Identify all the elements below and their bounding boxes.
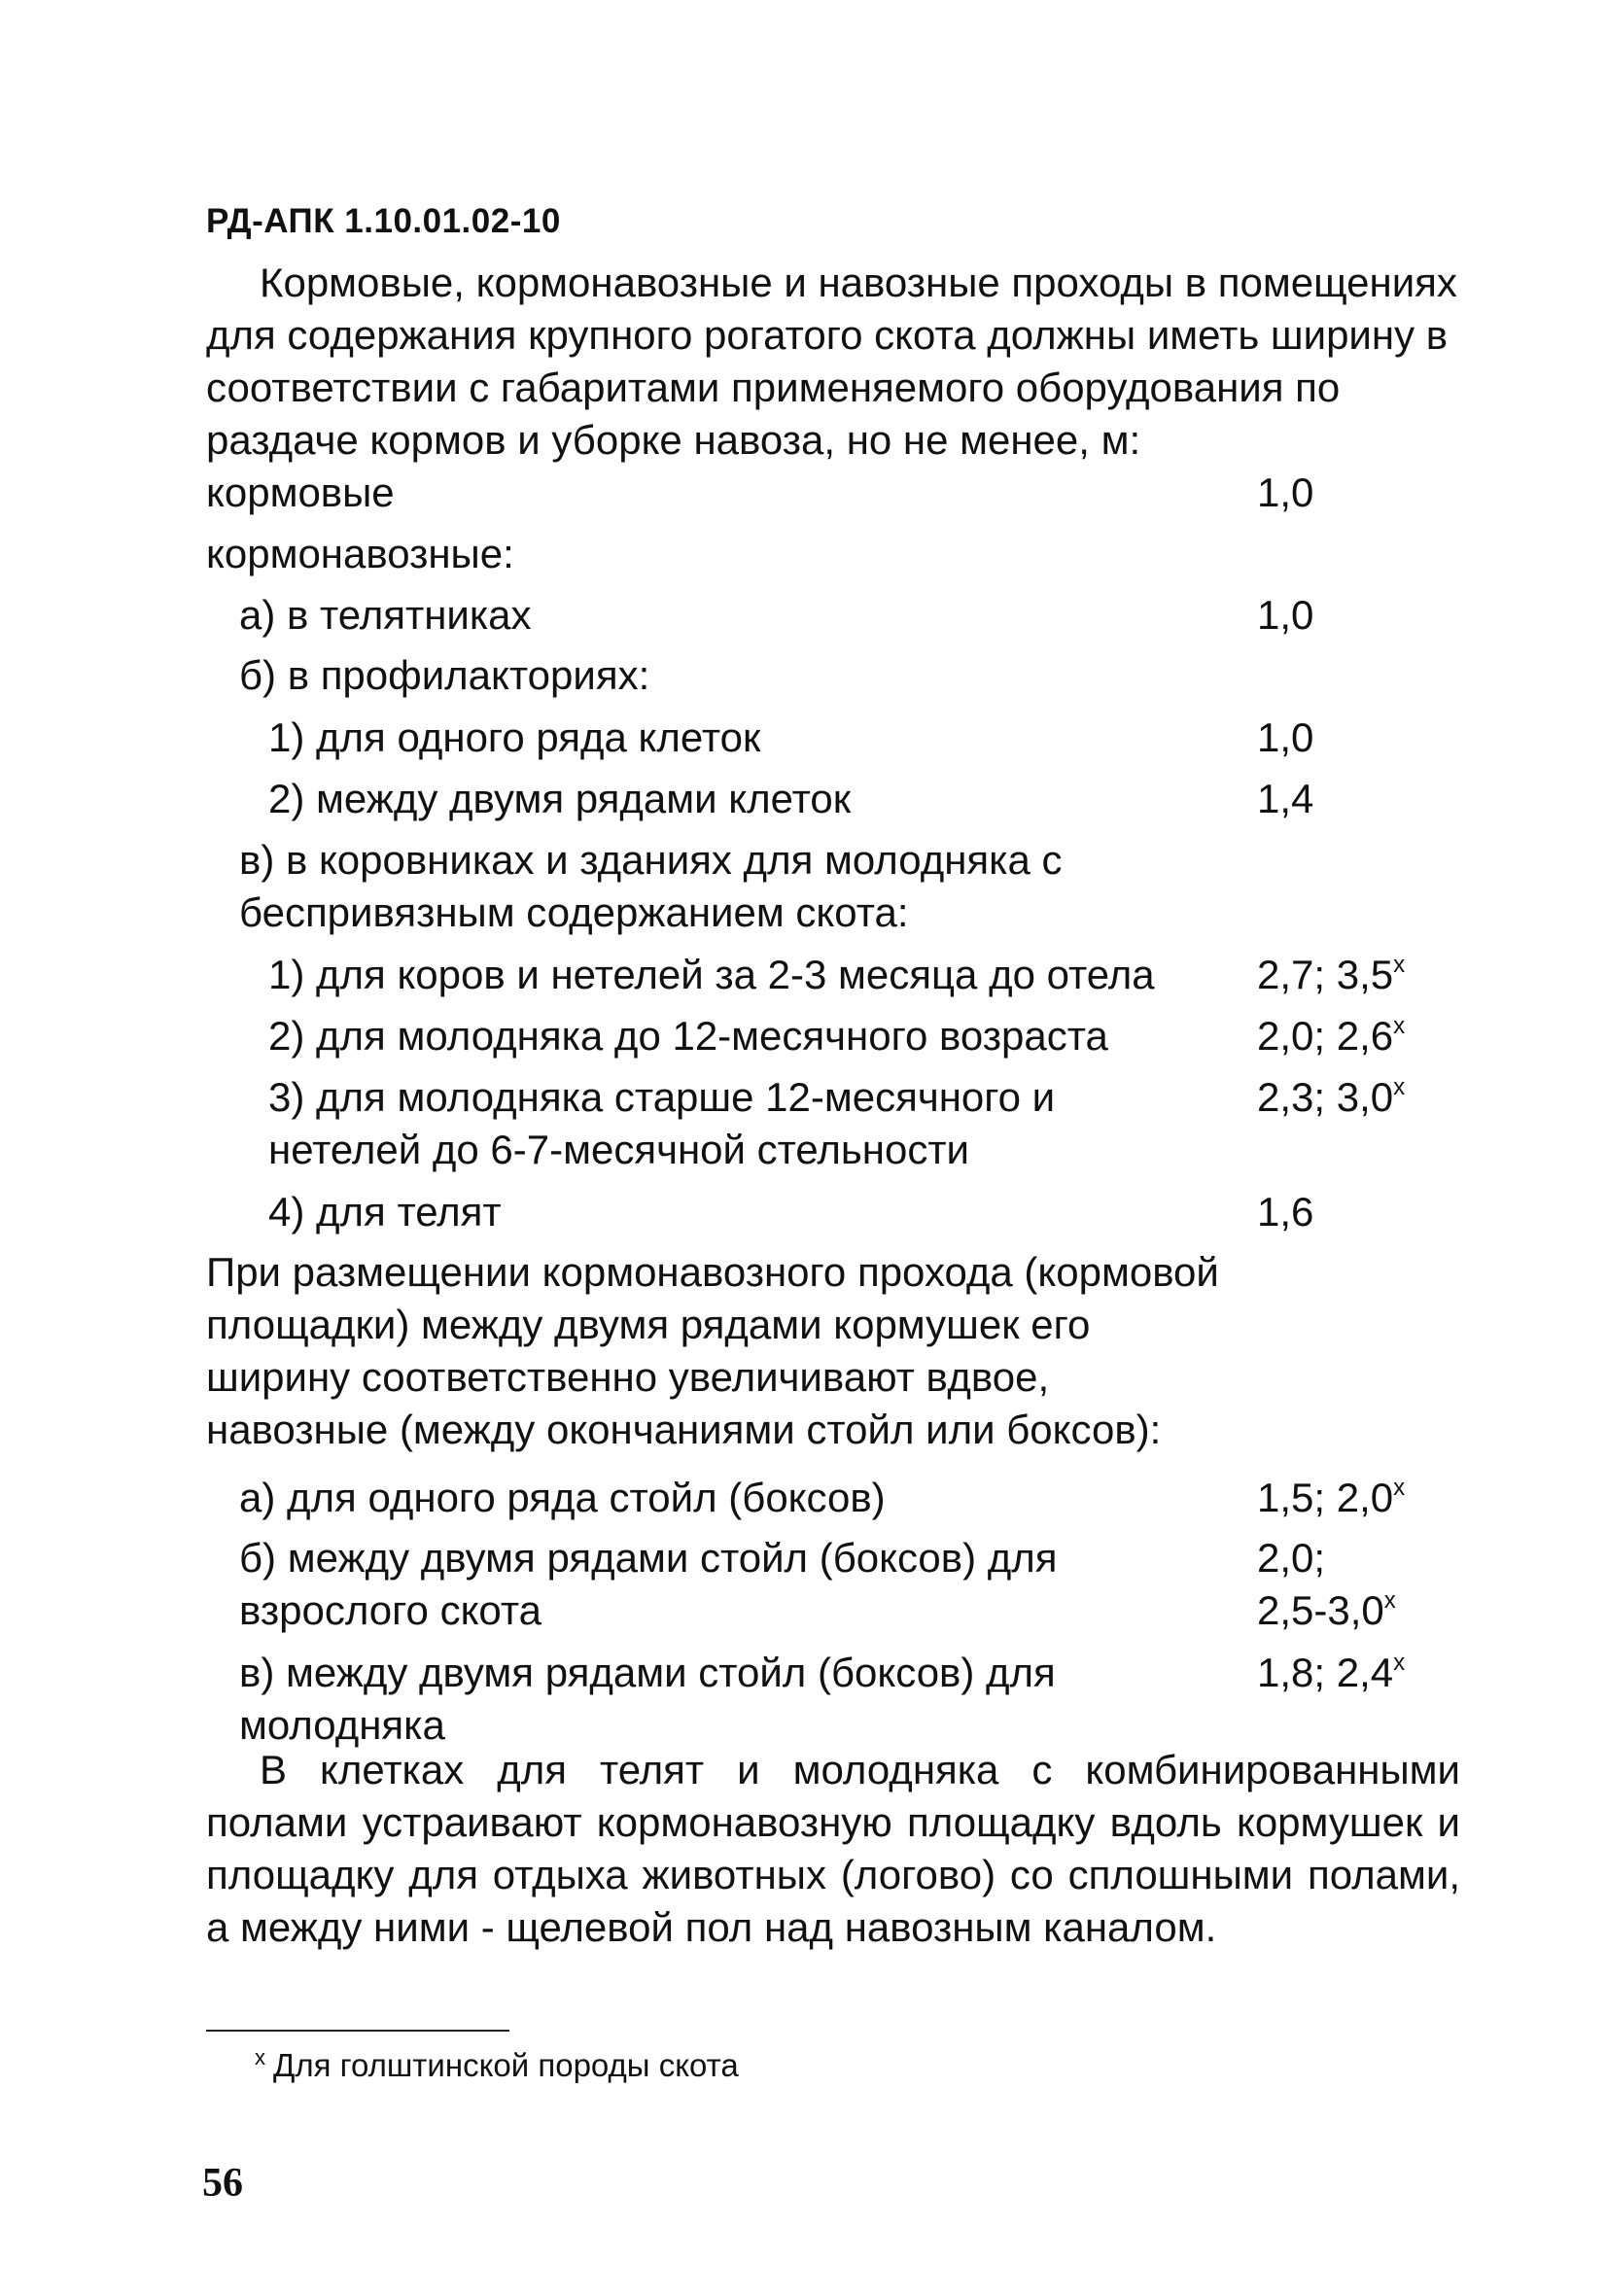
row-label: 2) для молодняка до 12-месячного возраста (268, 1013, 1108, 1059)
row-value: 2,7; $3,5^х$ (1257, 952, 1406, 997)
row-value: 1,6 (1257, 1189, 1314, 1235)
closing-paragraph: В клетках для телят и молодняка с комбинированными полами устраивают кормонавозную площадку вдоль кормушек и площадку для отдыха животных (логово) со сплошными полами, а между ними - щелевой пол над навозным каналом. (206, 1747, 1460, 1950)
row-label: кормовые (206, 470, 395, 515)
row-value: 1,0 (1257, 714, 1314, 760)
row-label: 1) для одного ряда клеток (268, 714, 761, 760)
footnote-marker: х (1393, 1650, 1406, 1676)
row-value: 1,0 (1257, 592, 1314, 638)
footnote-marker: х (1383, 1587, 1396, 1614)
footnote-marker: х (1393, 952, 1406, 978)
row-label: 3) для молодняка старше 12-месячного и нетелей до 6-7-месячной стельности (268, 1074, 1056, 1172)
row-label: 4) для телят (268, 1189, 502, 1235)
footnote-divider (206, 2030, 509, 2032)
row-value: 2,0; $2,5-3,0^х$ (1257, 1535, 1396, 1633)
page-number: 56 (202, 2161, 243, 2206)
footnote-mark: х (255, 2045, 265, 2070)
row-label: а) для одного ряда стойл (боксов) (239, 1475, 886, 1520)
row-value: 2,3; $3,0^х$ (1257, 1074, 1406, 1120)
row-label: в) в коровниках и зданиях для молодняка с беспривязным содержанием скота: (239, 837, 1063, 935)
row-value: 1,5; $2,0^х$ (1257, 1475, 1406, 1520)
row-label: в) между двумя рядами стойл (боксов) для молодняка (239, 1650, 1056, 1748)
row-value: 1,8; $2,4^х$ (1257, 1650, 1406, 1695)
row-label: 2) между двумя рядами клеток (268, 776, 852, 821)
intro-paragraph: Кормовые, кормонавозные и навозные проходы в помещениях для содержания крупного рогатого скота должны иметь ширину в соответствии с габаритами применяемого оборудования по раздаче кормов и уборке навоза, но не менее, м: (206, 260, 1457, 463)
row-label: а) в телятниках (239, 592, 532, 638)
footnote-marker: х (1393, 1013, 1406, 1039)
row-label: кормонавозные: (206, 531, 514, 576)
footnote (255, 2047, 739, 2084)
row-label: б) между двумя рядами стойл (боксов) для взрослого скота (239, 1535, 1058, 1633)
row-label: 1) для коров и нетелей за 2-3 месяца до отела (268, 952, 1155, 997)
row-label: б) в профилакториях: (239, 652, 650, 698)
footnote-marker: х (1393, 1475, 1406, 1501)
row-value: 2,0; $2,6^х$ (1257, 1013, 1406, 1059)
row-value: 1,0 (1257, 470, 1314, 515)
document-code: РД-АПК 1.10.01.02-10 (206, 202, 561, 240)
mid-note-paragraph: При размещении кормонавозного прохода (кормовой площадки) между двумя рядами кормушек его ширину соответственно увеличивают вдвое, навозные (между окончаниями стойл или боксов): (206, 1249, 1219, 1452)
footnote-text: Для голштинской породы скота (273, 2047, 739, 2083)
footnote-marker: х (1393, 1074, 1406, 1100)
row-value: 1,4 (1257, 776, 1314, 821)
